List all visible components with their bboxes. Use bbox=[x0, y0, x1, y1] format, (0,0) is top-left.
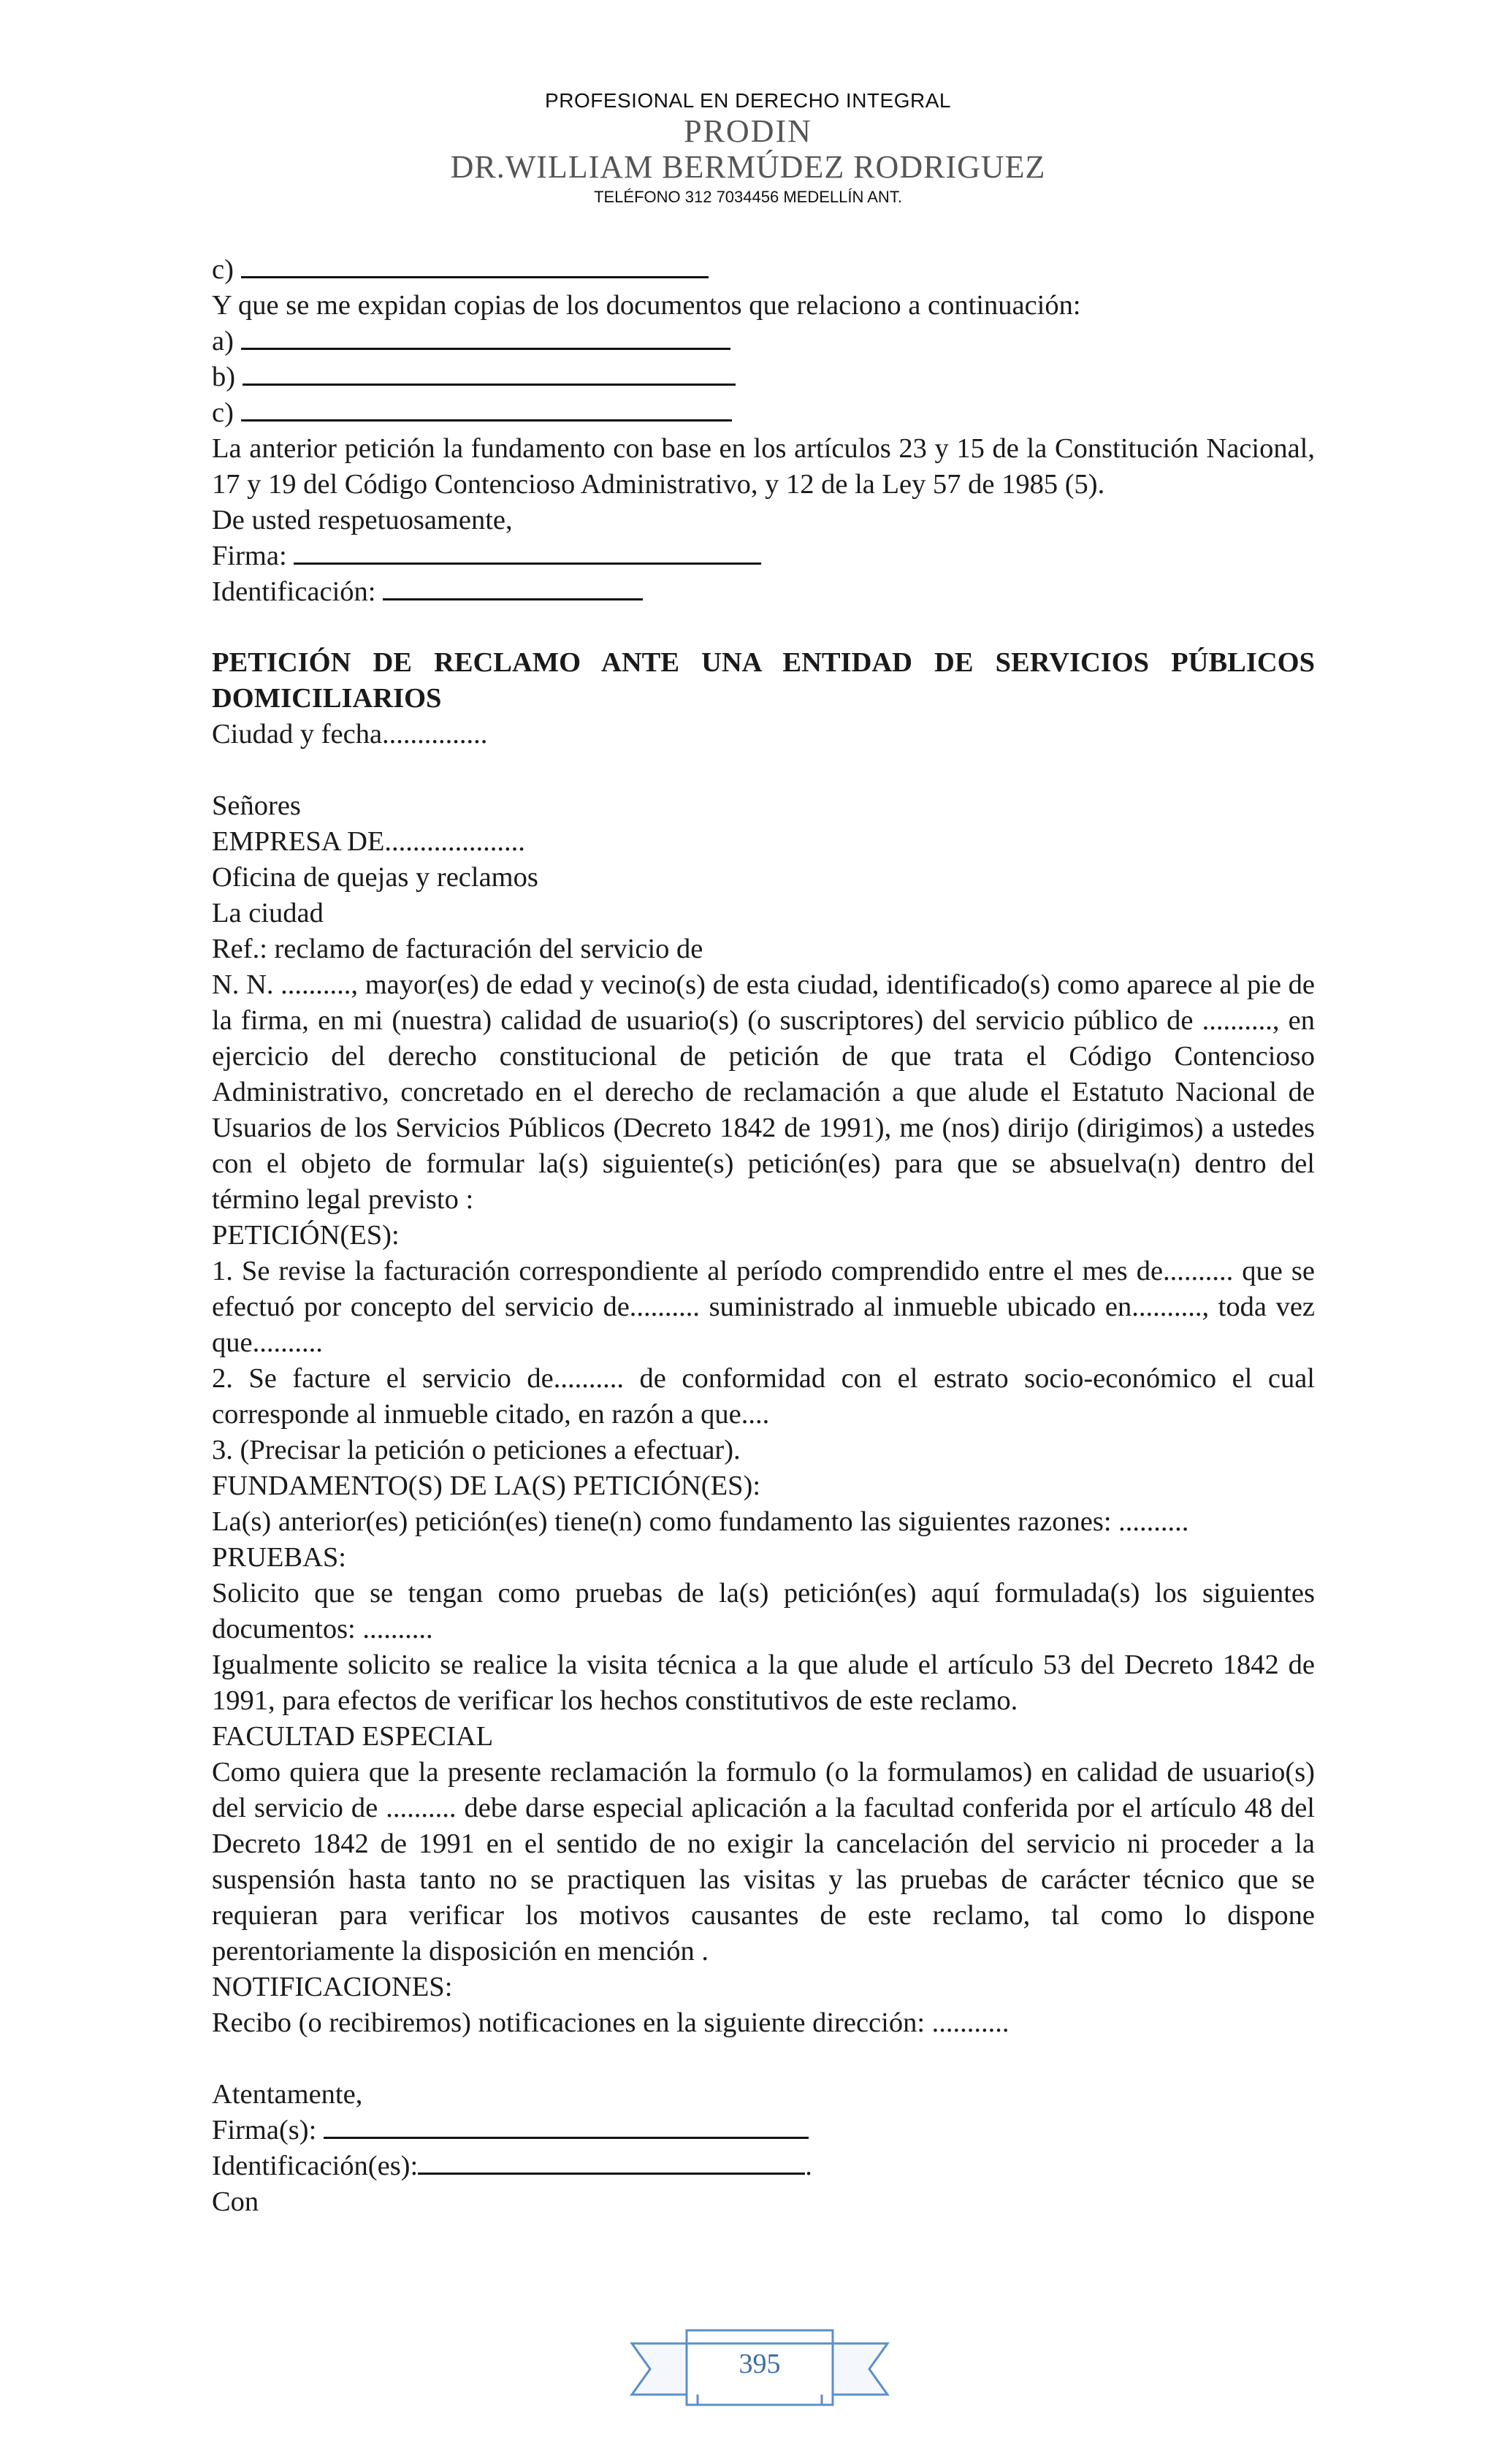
fill-blank bbox=[294, 541, 761, 565]
identification-line bbox=[212, 574, 1315, 610]
fundamentos-text: La(s) anterior(es) petición(es) tiene(n) como fundamento las siguientes razones: .......... bbox=[212, 1506, 1189, 1537]
peticion-1: 1. Se revise la facturación correspondiente al período comprendido entre el mes de.......... que se efectuó por concepto del servicio de.......... suministrado al inmueble ubicado en.........., toda vez que.......... bbox=[212, 1256, 1315, 1358]
item-label: a) bbox=[212, 326, 234, 356]
peticion-3: 3. (Precisar la petición o peticiones a efectuar). bbox=[212, 1435, 741, 1465]
blank-line-c2 bbox=[212, 395, 1315, 431]
notificaciones-heading: NOTIFICACIONES: bbox=[212, 1972, 453, 2002]
item-label: c) bbox=[212, 254, 234, 285]
document-body bbox=[212, 252, 1315, 2220]
company: EMPRESA DE.................... bbox=[212, 826, 525, 857]
blank-line-a bbox=[212, 324, 1315, 359]
peticiones-heading: PETICIÓN(ES): bbox=[212, 1220, 400, 1251]
letterhead bbox=[0, 88, 1496, 209]
identification-label: Identificación: bbox=[212, 576, 376, 607]
facultad-heading: FACULTAD ESPECIAL bbox=[212, 1721, 494, 1752]
reference: Ref.: reclamo de facturación del servicio de bbox=[212, 934, 703, 964]
pruebas-heading: PRUEBAS: bbox=[212, 1542, 347, 1573]
letterhead-subtitle: PROFESIONAL EN DERECHO INTEGRAL bbox=[545, 89, 951, 112]
signatures-label: Firma(s): bbox=[212, 2115, 317, 2145]
copies-intro: Y que se me expidan copias de los documentos que relaciono a continuación: bbox=[212, 290, 1081, 321]
blank-line-c1 bbox=[212, 252, 1315, 288]
item-label: c) bbox=[212, 397, 234, 428]
identifications-label: Identificación(es): bbox=[212, 2151, 419, 2181]
salutation: Señores bbox=[212, 790, 301, 821]
closing: De usted respetuosamente, bbox=[212, 505, 513, 535]
basis-paragraph: La anterior petición la fundamento con base en los artículos 23 y 15 de la Constitución Nacional, 17 y 19 del Código Contencioso Administrativo, y 12 de la Ley 57 de 1985 (5). bbox=[212, 433, 1315, 500]
fill-blank bbox=[324, 2115, 809, 2139]
fill-blank bbox=[241, 254, 709, 278]
notificaciones-text: Recibo (o recibiremos) notificaciones en la siguiente dirección: ........... bbox=[212, 2007, 1010, 2038]
signatures-line bbox=[212, 2113, 1315, 2148]
period: . bbox=[805, 2151, 812, 2181]
trailing-text: Con bbox=[212, 2186, 259, 2217]
peticion-2: 2. Se facture el servicio de.......... de conformidad con el estrato socio-económico el cual corresponde al inmueble citado, en razón a que.... bbox=[212, 1363, 1315, 1430]
fill-blank bbox=[241, 397, 732, 422]
letterhead-name: DR.WILLIAM BERMÚDEZ RODRIGUEZ bbox=[450, 149, 1046, 185]
fill-blank bbox=[241, 326, 730, 350]
city-date: Ciudad y fecha............... bbox=[212, 719, 488, 750]
fill-blank bbox=[383, 576, 643, 600]
signature-label: Firma: bbox=[212, 541, 287, 571]
page-number: 395 bbox=[739, 2349, 781, 2379]
letterhead-brand: PRODIN bbox=[684, 113, 812, 149]
fill-blank bbox=[243, 362, 736, 386]
identifications-line bbox=[212, 2148, 1315, 2184]
item-label: b) bbox=[212, 362, 236, 392]
signature-line bbox=[212, 538, 1315, 574]
letterhead-phone: TELÉFONO 312 7034456 MEDELLÍN ANT. bbox=[594, 188, 902, 206]
intro-paragraph: N. N. .........., mayor(es) de edad y vecino(s) de esta ciudad, identificado(s) como aparece al pie de la firma, en mi (nuestra) calidad de usuario(s) (o suscriptores) del servicio público de .........., en ejercicio del derecho constitucional de petición de que trata el Código Contencioso Administrativo, concretado en el derecho de reclamación a que alude el Estatuto Nacional de Usuarios de los Servicios Públicos (Decreto 1842 de 1991), me (nos) dirijo (dirigimos) a ustedes con el objeto de formular la(s) siguiente(s) petición(es) para que se absuelva(n) dentro del término legal previsto : bbox=[212, 969, 1315, 1215]
city: La ciudad bbox=[212, 898, 324, 928]
blank-line-b bbox=[212, 359, 1315, 395]
page-number-ribbon bbox=[628, 2322, 891, 2417]
fundamentos-heading: FUNDAMENTO(S) DE LA(S) PETICIÓN(ES): bbox=[212, 1471, 761, 1501]
section-title: PETICIÓN DE RECLAMO ANTE UNA ENTIDAD DE SERVICIOS PÚBLICOS DOMICILIARIOS bbox=[212, 647, 1315, 714]
pruebas-text-2: Igualmente solicito se realice la visita técnica a la que alude el artículo 53 del Decreto 1842 de 1991, para efectos de verificar los hechos constitutivos de este reclamo. bbox=[212, 1649, 1315, 1716]
valediction: Atentamente, bbox=[212, 2079, 363, 2110]
facultad-text: Como quiera que la presente reclamación la formulo (o la formulamos) en calidad de usuario(s) del servicio de .......... debe darse especial aplicación a la facultad conferida por el artículo 48 del Decreto 1842 de 1991 en el sentido de no exigir la cancelación del servicio ni proceder a la suspensión hasta tanto no se practiquen las visitas y las pruebas de carácter técnico que se requieran para verificar los motivos causantes de este reclamo, tal como lo dispone perentoriamente la disposición en mención . bbox=[212, 1757, 1315, 1967]
pruebas-text-1: Solicito que se tengan como pruebas de la(s) petición(es) aquí formulada(s) los siguientes documentos: .......... bbox=[212, 1578, 1315, 1644]
fill-blank bbox=[418, 2151, 805, 2175]
office: Oficina de quejas y reclamos bbox=[212, 862, 538, 893]
